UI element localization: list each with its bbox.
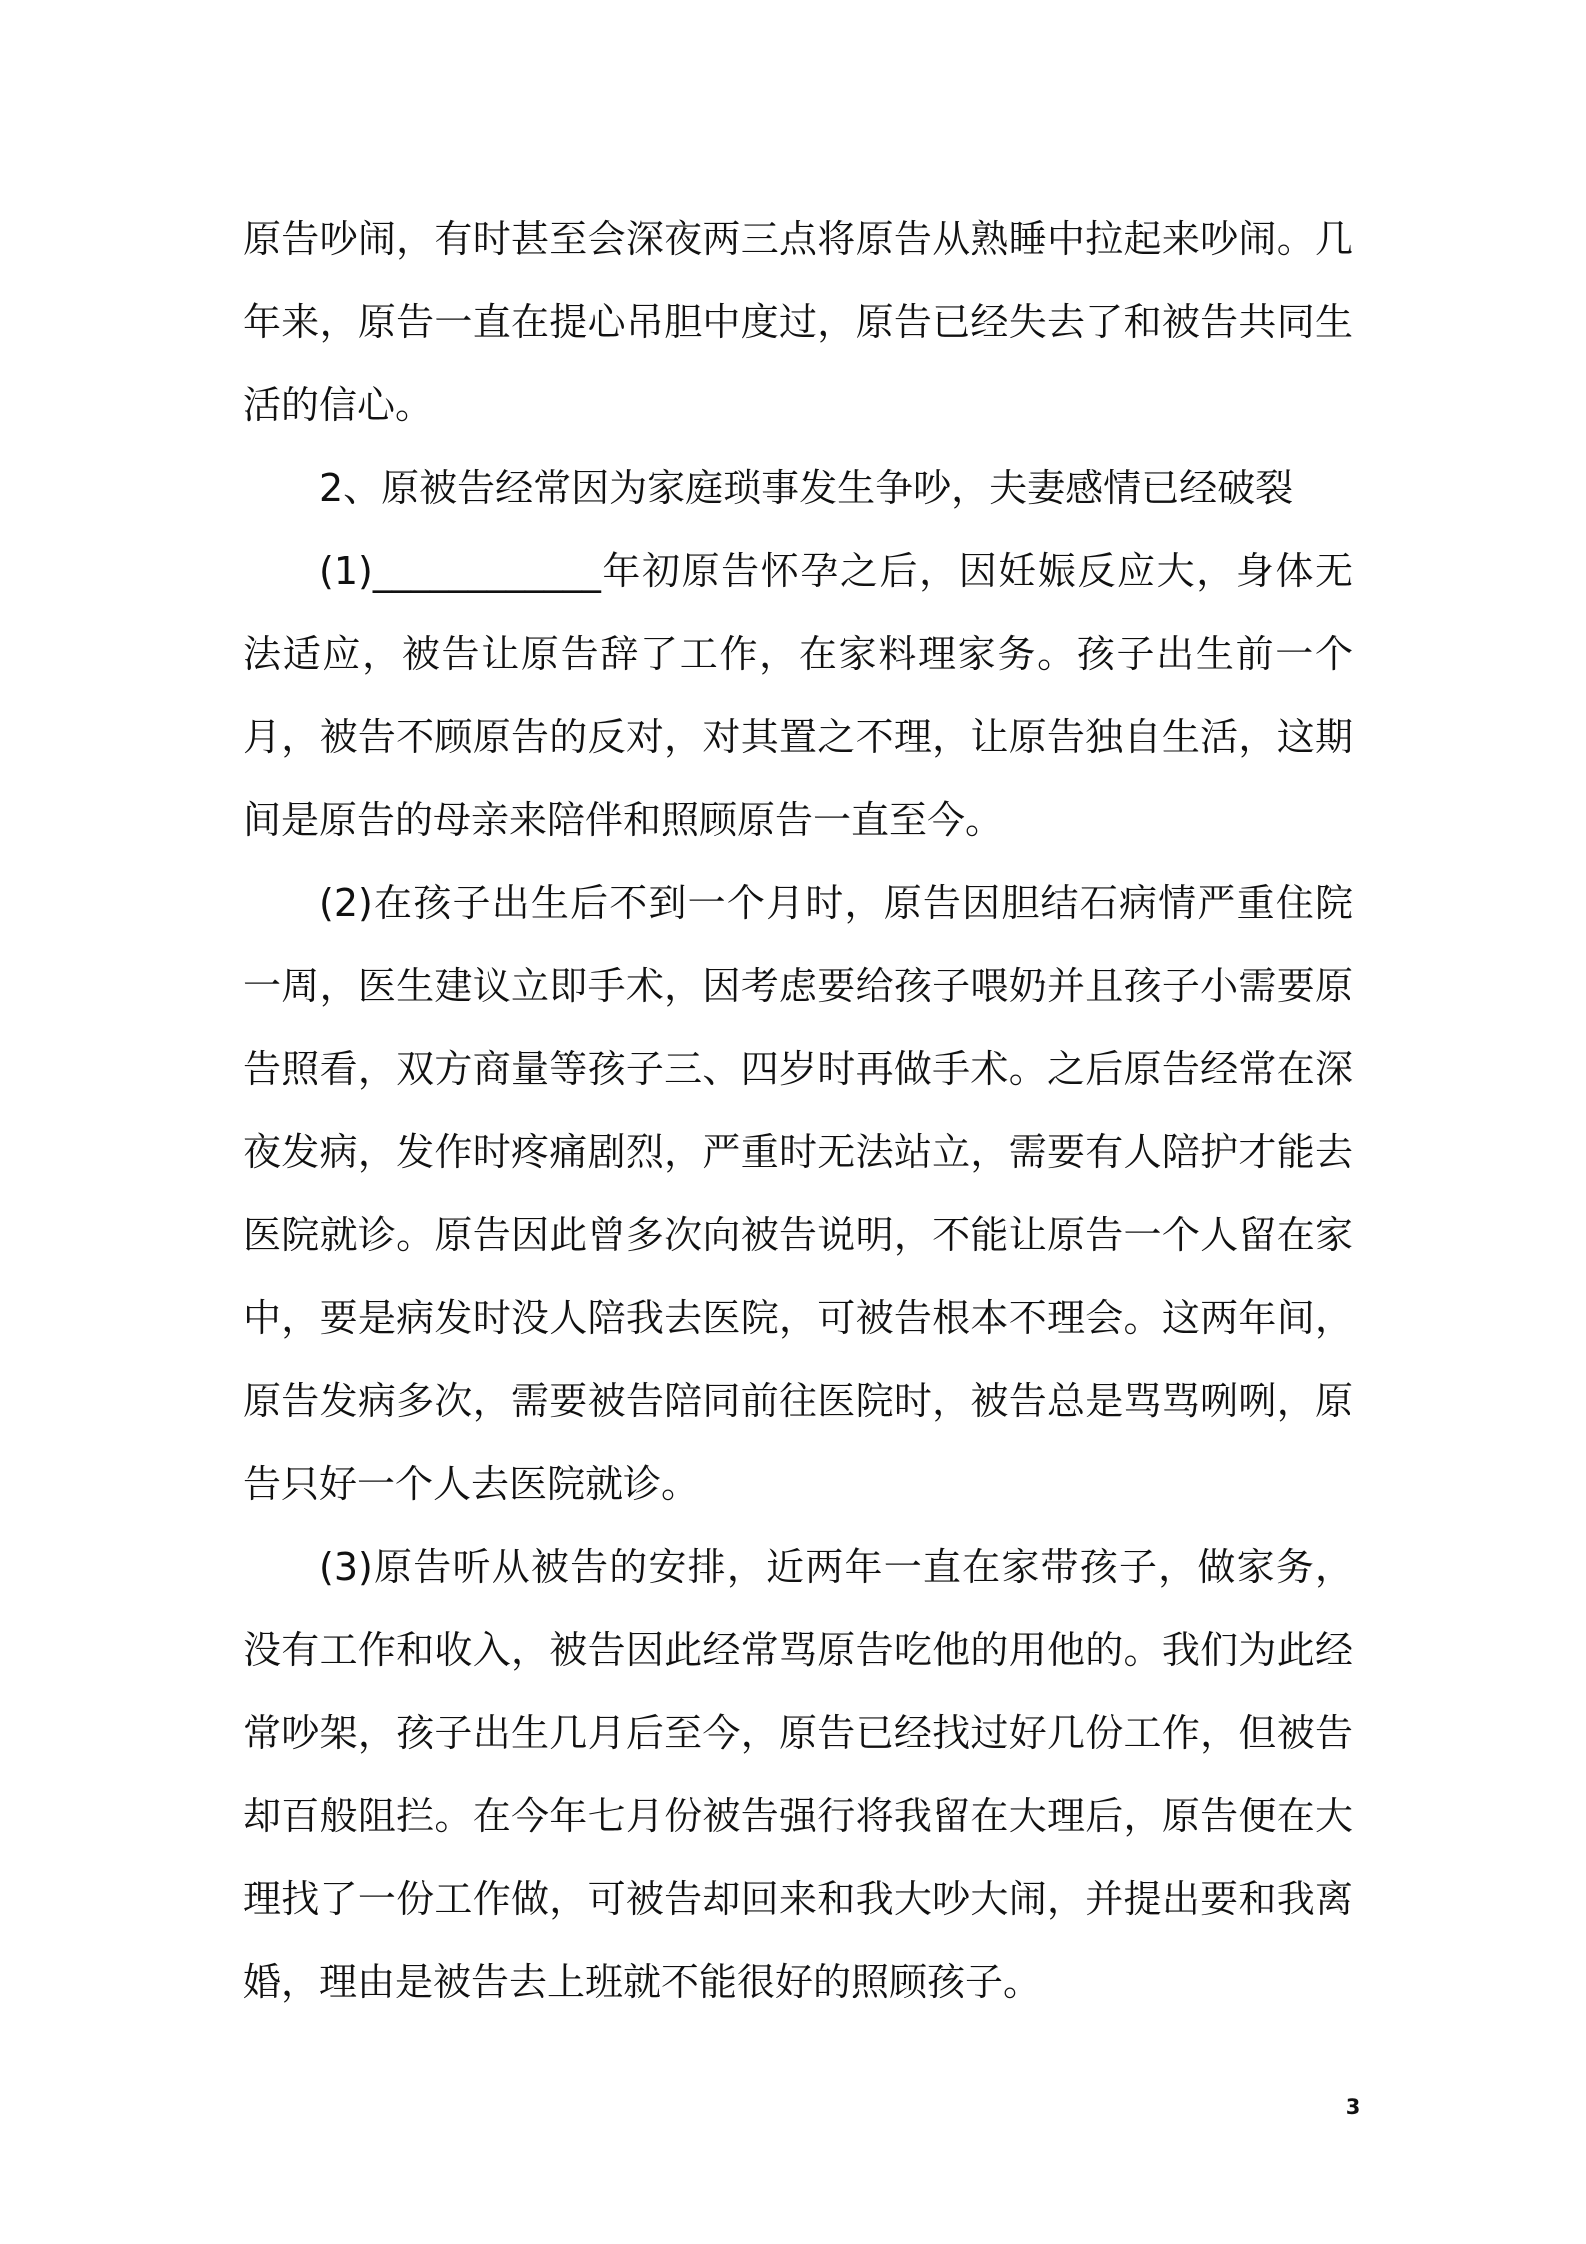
paragraph-continued: 原告吵闹，有时甚至会深夜两三点将原告从熟睡中拉起来吵闹。几年来，原告一直在提心吊胆中度过，原告已经失去了和被告共同生活的信心。 bbox=[243, 217, 1353, 427]
document-body bbox=[243, 198, 1353, 2024]
page-number: 3 bbox=[1345, 2095, 1361, 2119]
paragraph-item-2: (2)在孩子出生后不到一个月时，原告因胆结石病情严重住院一周，医生建议立即手术，因考虑要给孩子喂奶并且孩子小需要原告照看，双方商量等孩子三、四岁时再做手术。之后原告经常在深夜发病，发作时疼痛剧烈，严重时无法站立，需要有人陪护才能去医院就诊。原告因此曾多次向被告说明，不能让原告一个人留在家中，要是病发时没人陪我去医院，可被告根本不理会。这两年间，原告发病多次，需要被告陪同前往医院时，被告总是骂骂咧咧，原告只好一个人去医院就诊。 bbox=[243, 881, 1353, 1506]
paragraph-item-1: (1)____________年初原告怀孕之后，因妊娠反应大，身体无法适应，被告让原告辞了工作，在家料理家务。孩子出生前一个月，被告不顾原告的反对，对其置之不理，让原告独自生活，这期间是原告的母亲来陪伴和照顾原告一直至今。 bbox=[243, 549, 1353, 842]
paragraph-heading-2: 2、原被告经常因为家庭琐事发生争吵，夫妻感情已经破裂 bbox=[319, 466, 1294, 510]
paragraph-item-3: (3)原告听从被告的安排，近两年一直在家带孩子，做家务，没有工作和收入，被告因此经常骂原告吃他的用他的。我们为此经常吵架，孩子出生几月后至今，原告已经找过好几份工作，但被告却百般阻拦。在今年七月份被告强行将我留在大理后，原告便在大理找了一份工作做，可被告却回来和我大吵大闹，并提出要和我离婚，理由是被告去上班就不能很好的照顾孩子。 bbox=[243, 1545, 1353, 2004]
